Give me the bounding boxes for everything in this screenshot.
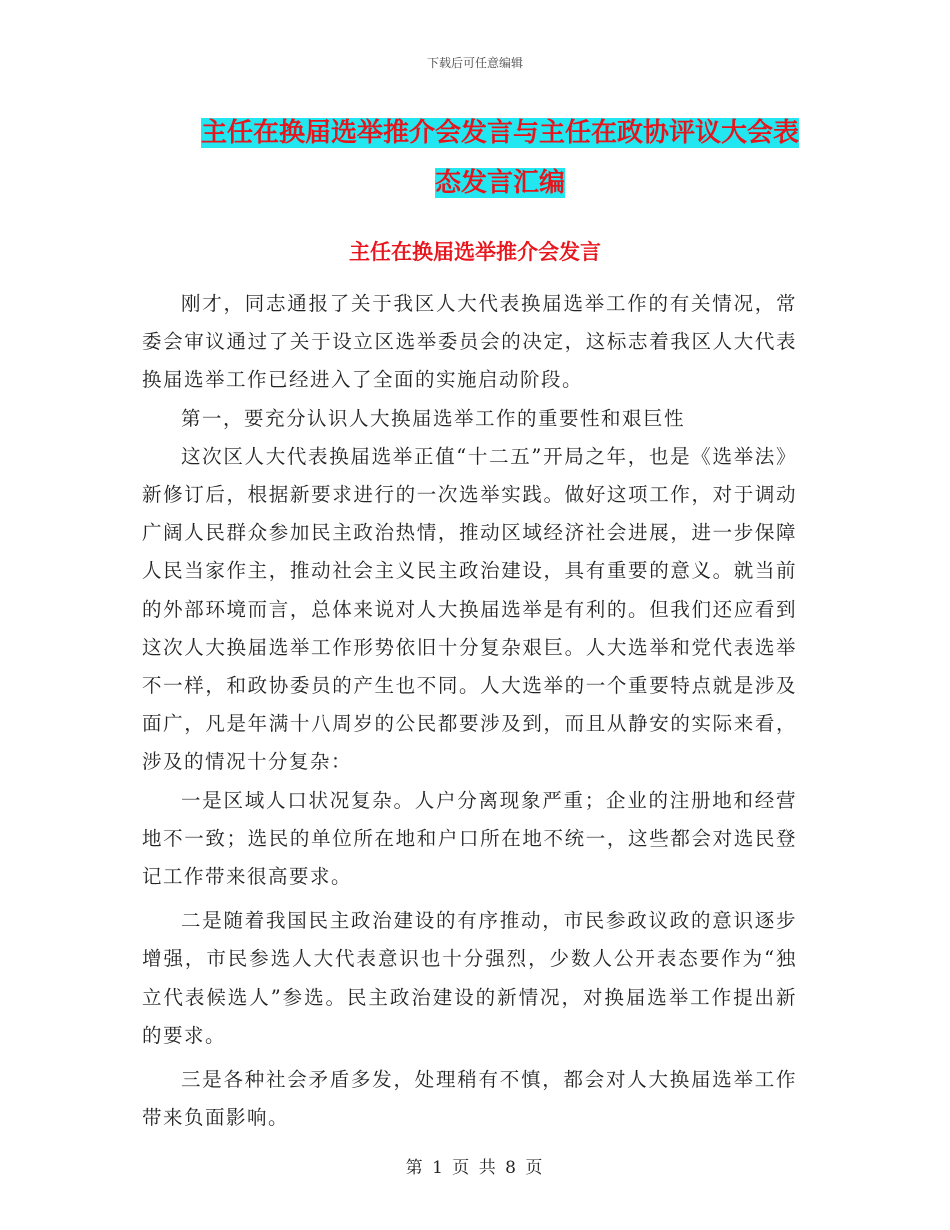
title-line-2 <box>150 158 850 208</box>
title-line-1 <box>150 108 850 158</box>
title-line-1-text: 主任在换届选举推介会发言与主任在政协评议大会表 <box>200 118 799 148</box>
document-body <box>142 285 797 1137</box>
section-title: 主任在换届选举推介会发言 <box>349 239 601 264</box>
paragraph: 二是随着我国民主政治建设的有序推动，市民参政议政的意识逐步增强，市民参选人大代表意识也十分强烈，少数人公开表态要作为“独立代表候选人”参选。民主政治建设的新情况，对换届选举工作提出新的要求。 <box>142 909 797 1047</box>
page-footer: 第 1 页 共 8 页 <box>405 1158 545 1178</box>
header-note: 下载后可任意编辑 <box>426 56 523 70</box>
title-line-2-text: 态发言汇编 <box>434 168 565 198</box>
paragraph-heading: 第一，要充分认识人大换届选举工作的重要性和艰巨性 <box>181 406 686 430</box>
document-title <box>150 108 850 208</box>
paragraph: 一是区域人口状况复杂。人户分离现象严重；企业的注册地和经营地不一致；选民的单位所在地和户口所在地不统一，这些都会对选民登记工作带来很高要求。 <box>142 788 797 889</box>
paragraph: 三是各种社会矛盾多发，处理稍有不慎，都会对人大换届选举工作带来负面影响。 <box>142 1068 797 1130</box>
paragraph: 这次区人大代表换届选举正值“十二五”开局之年，也是《选举法》新修订后，根据新要求进行的一次选举实践。做好这项工作，对于调动广阔人民群众参加民主政治热情，推动区域经济社会进展，进一步保障人民当家作主，推动社会主义民主政治建设，具有重要的意义。就当前的外部环境而言，总体来说对人大换届选举是有利的。但我们还应看到这次人大换届选举工作形势依旧十分复杂艰巨。人大选举和党代表选举不一样，和政协委员的产生也不同。人大选举的一个重要特点就是涉及面广，凡是年满十八周岁的公民都要涉及到，而且从静安的实际来看，涉及的情况十分复杂： <box>142 444 797 774</box>
paragraph: 刚才，同志通报了关于我区人大代表换届选举工作的有关情况，常委会审议通过了关于设立区选举委员会的决定，这标志着我区人大代表换届选举工作已经进入了全面的实施启动阶段。 <box>142 292 797 392</box>
